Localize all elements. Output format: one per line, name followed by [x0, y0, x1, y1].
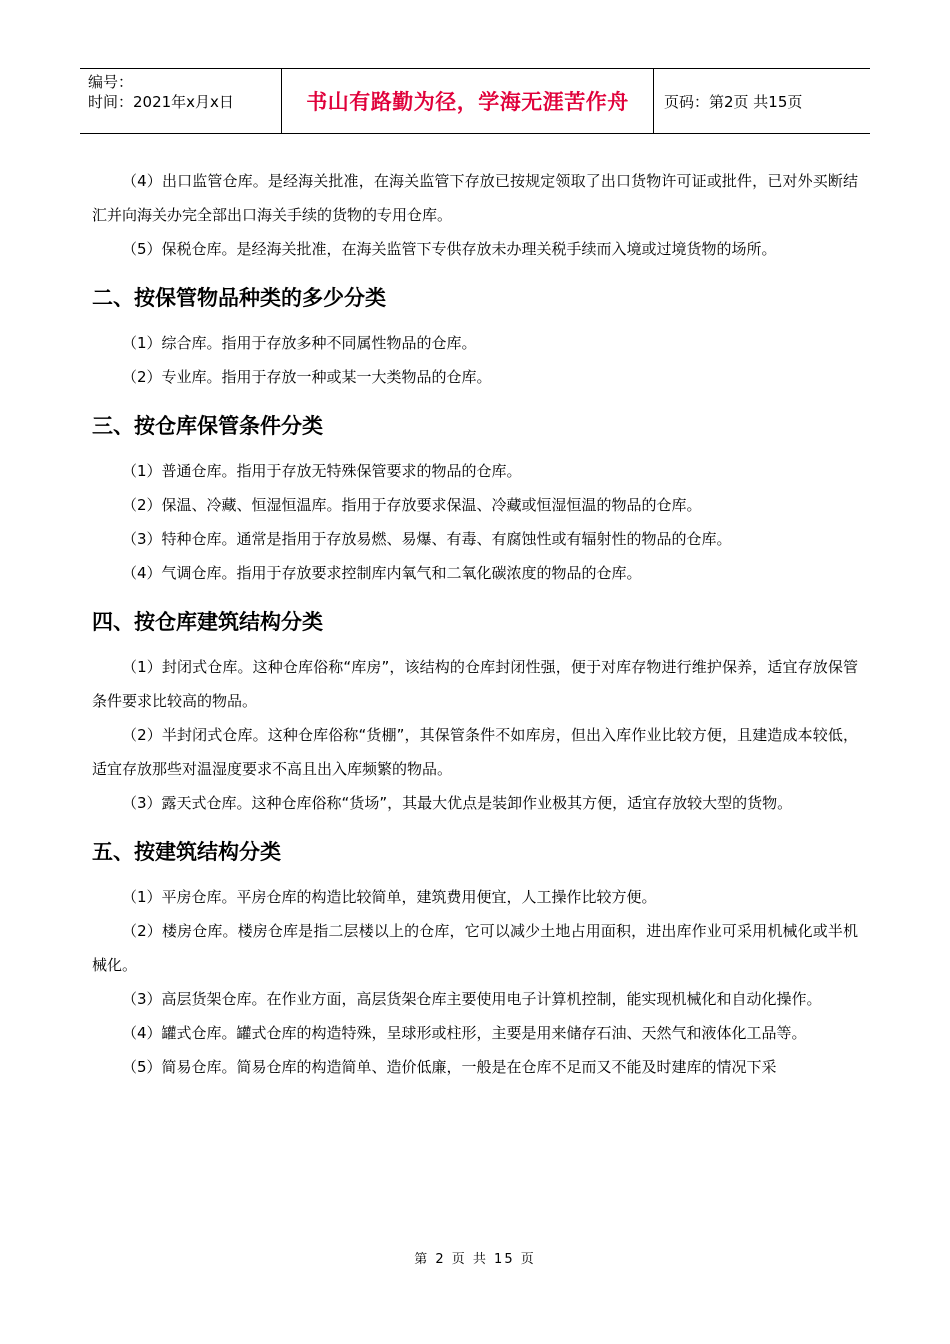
body-paragraph: （2）楼房仓库。楼房仓库是指二层楼以上的仓库，它可以减少土地占用面积，进出库作业可采用机械化或半机械化。 — [92, 922, 858, 974]
document-number-label: 编号： — [88, 73, 134, 91]
header-page-info: 页码：第2页 共15页 — [664, 92, 803, 111]
document-body — [92, 164, 858, 1084]
header-motto: 书山有路勤为径，学海无涯苦作舟 — [282, 69, 654, 133]
page-footer: 第 2 页 共 15 页 — [414, 1252, 536, 1267]
body-paragraph: （3）高层货架仓库。在作业方面，高层货架仓库主要使用电子计算机控制，能实现机械化和自动化操作。 — [122, 990, 822, 1008]
body-paragraph: （1）封闭式仓库。这种仓库俗称“库房”，该结构的仓库封闭性强，便于对库存物进行维护保养，适宜存放保管条件要求比较高的物品。 — [92, 658, 858, 710]
body-paragraph: （3）露天式仓库。这种仓库俗称“货场”，其最大优点是装卸作业极其方便，适宜存放较大型的货物。 — [122, 794, 793, 812]
body-paragraph: （5）简易仓库。简易仓库的构造简单、造价低廉，一般是在仓库不足而又不能及时建库的情况下采 — [122, 1058, 777, 1076]
body-paragraph: （4）气调仓库。指用于存放要求控制库内氧气和二氧化碳浓度的物品的仓库。 — [122, 564, 642, 582]
section-heading: 二、按保管物品种类的多少分类 — [92, 286, 386, 310]
section-heading: 三、按仓库保管条件分类 — [92, 414, 323, 438]
body-paragraph: （5）保税仓库。是经海关批准，在海关监管下专供存放未办理关税手续而入境或过境货物的场所。 — [122, 240, 777, 258]
body-paragraph: （2）专业库。指用于存放一种或某一大类物品的仓库。 — [122, 368, 492, 386]
document-header — [80, 68, 870, 134]
body-paragraph: （1）平房仓库。平房仓库的构造比较简单，建筑费用便宜，人工操作比较方便。 — [122, 888, 657, 906]
body-paragraph: （2）保温、冷藏、恒湿恒温库。指用于存放要求保温、冷藏或恒湿恒温的物品的仓库。 — [122, 496, 702, 514]
body-paragraph: （3）特种仓库。通常是指用于存放易燃、易爆、有毒、有腐蚀性或有辐射性的物品的仓库。 — [122, 530, 732, 548]
section-heading: 五、按建筑结构分类 — [92, 840, 281, 864]
body-paragraph: （4）出口监管仓库。是经海关批准，在海关监管下存放已按规定领取了出口货物许可证或批件，已对外买断结汇并向海关办完全部出口海关手续的货物的专用仓库。 — [92, 172, 858, 224]
document-date: 时间：2021年x月x日 — [88, 93, 234, 111]
body-paragraph: （2）半封闭式仓库。这种仓库俗称“货棚”，其保管条件不如库房，但出入库作业比较方便，且建造成本较低，适宜存放那些对温湿度要求不高且出入库频繁的物品。 — [92, 726, 858, 778]
header-meta-cell — [80, 69, 282, 133]
body-paragraph: （4）罐式仓库。罐式仓库的构造特殊，呈球形或柱形，主要是用来储存石油、天然气和液体化工品等。 — [122, 1024, 807, 1042]
section-heading: 四、按仓库建筑结构分类 — [92, 610, 323, 634]
body-paragraph: （1）综合库。指用于存放多种不同属性物品的仓库。 — [122, 334, 477, 352]
body-paragraph: （1）普通仓库。指用于存放无特殊保管要求的物品的仓库。 — [122, 462, 522, 480]
